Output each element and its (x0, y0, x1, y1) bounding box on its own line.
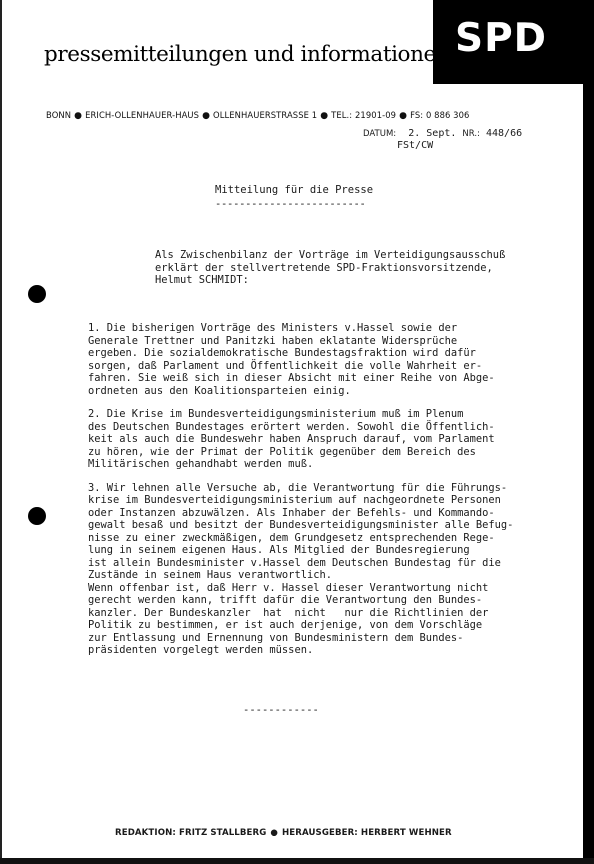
page-bottom-edge (0, 858, 594, 864)
document-meta (363, 128, 523, 151)
bullet-icon: ● (74, 111, 83, 121)
address-line (46, 110, 469, 121)
masthead-title: pressemitteilungen und informationen (44, 42, 450, 67)
paragraph-1: 1. Die bisherigen Vorträge des Ministers v.Hassel sowie der Generale Trettner und Panitzki haben eklatante Widersprüche ergeben. Die sozialdemokratische Bundestagsfraktion wird dafür sorgen, daß Parlament und Öffentlichkeit die volle Wahrheit er- fahren. Sie weiß sich in dieser Absicht mit einer Reihe von Abge- ordneten aus den Koalitionsparteien einig. (88, 322, 495, 397)
punch-hole-bottom (28, 507, 46, 525)
address-telex: FS: 0 886 306 (410, 110, 470, 120)
address-building: ERICH-OLLENHAUER-HAUS (85, 110, 200, 120)
closing-rule: ------------ (243, 704, 319, 716)
address-phone: TEL.: 21901-09 (331, 110, 397, 120)
address-street: OLLENHAUERSTRASSE 1 (213, 110, 318, 120)
paragraph-2: 2. Die Krise im Bundesverteidigungsministerium muß im Plenum des Deutschen Bundestages erörtert werden. Sowohl die Öffentlich- keit als auch die Bundeswehr haben Anspruch darauf, vom Parlament zu hören, wie der Primat der Politik gegenüber dem Bereich des Militärischen gehandhabt werden muß. (88, 408, 495, 470)
document-reference: FSt/CW (397, 140, 434, 151)
address-city: BONN (46, 110, 72, 120)
number-label: NR.: (462, 129, 480, 139)
paragraph-3: 3. Wir lehnen alle Versuche ab, die Verantwortung für die Führungs- krise im Bundesverteidigungsministerium auf nachgeordnete Personen oder Instanzen abzuwälzen. Als Inhaber der Befehls- und Kommando- gewalt besaß und besitzt der Bundesverteidigungsminister alle Befug- nisse zu einer zweckmäßigen, dem Grundgesetz entsprechenden Rege- lung in seinem eigenen Haus. Als Mitglied der Bundesregierung ist allein Bundesminister v.Hassel dem Deutschen Bundestag für die Zustände in seinem Haus verantwortlich. (88, 481, 514, 581)
bullet-icon: ● (320, 111, 329, 121)
footer (115, 828, 452, 838)
bullet-icon: ● (270, 828, 278, 838)
bullet-icon: ● (399, 111, 408, 121)
punch-hole-top (28, 285, 46, 303)
body-text (88, 322, 513, 657)
datum-label: DATUM: (363, 129, 397, 139)
document-title: Mitteilung für die Presse (215, 184, 374, 196)
document-number: 448/66 (485, 128, 523, 139)
footer-publisher: HERAUSGEBER: HERBERT WEHNER (281, 828, 452, 838)
title-underline: ------------------------- (215, 198, 366, 210)
intro-paragraph: Als Zwischenbilanz der Vorträge im Verteidigungsausschuß erklärt der stellvertretende SPD-Fraktionsvorsitzende, Helmut SCHMIDT: (155, 249, 506, 286)
page-right-edge (583, 0, 594, 864)
footer-editor: REDAKTION: FRITZ STALLBERG (115, 828, 267, 838)
document-date: 2. Sept. (408, 128, 457, 139)
bullet-icon: ● (202, 111, 211, 121)
spd-logo: SPD (455, 16, 548, 61)
page-left-edge (0, 0, 2, 864)
paragraph-4: Wenn offenbar ist, daß Herr v. Hassel dieser Verantwortung nicht gerecht werden kann, trifft dafür die Verantwortung den Bundes- kanzler. Der Bundeskanzler hat nicht nur die Richtlinien der Politik zu bestimmen, er ist auch derjenige, von dem Vorschläge zur Entlassung und Ernennung von Bundesministern dem Bundes- präsidenten vorgelegt werden müssen. (88, 581, 489, 656)
